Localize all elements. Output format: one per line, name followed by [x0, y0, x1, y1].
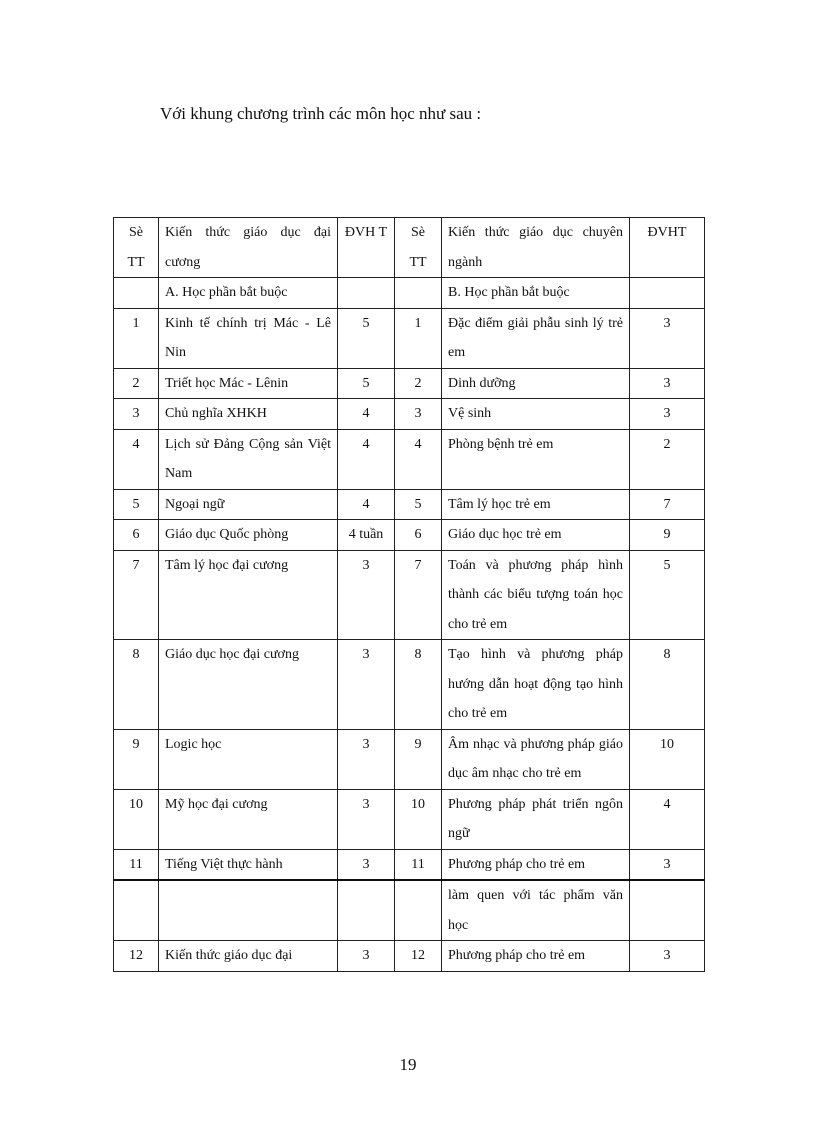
header-stt-specialized: Sè TT — [395, 218, 442, 278]
specialized-credits — [630, 880, 705, 941]
general-credits: 5 — [338, 368, 395, 399]
general-credits: 4 — [338, 429, 395, 489]
empty-cell — [395, 278, 442, 309]
section-row — [114, 278, 705, 309]
row-number-general: 4 — [114, 429, 159, 489]
general-credits: 3 — [338, 849, 395, 880]
row-number-specialized: 8 — [395, 640, 442, 730]
row-number-general: 1 — [114, 308, 159, 368]
general-subject: Logic học — [159, 729, 338, 789]
table-row — [114, 399, 705, 430]
specialized-subject: làm quen với tác phẩm văn học — [442, 880, 630, 941]
specialized-credits: 2 — [630, 429, 705, 489]
specialized-subject: Phương pháp cho trẻ em — [442, 849, 630, 880]
specialized-credits: 3 — [630, 368, 705, 399]
specialized-credits: 7 — [630, 489, 705, 520]
specialized-credits: 3 — [630, 399, 705, 430]
specialized-subject: Phương pháp phát triển ngôn ngữ — [442, 789, 630, 849]
specialized-subject: Đặc điểm giải phẫu sinh lý trẻ em — [442, 308, 630, 368]
row-number-general — [114, 880, 159, 941]
row-number-specialized: 9 — [395, 729, 442, 789]
general-credits: 4 tuần — [338, 520, 395, 551]
table-row — [114, 520, 705, 551]
row-number-general: 9 — [114, 729, 159, 789]
header-specialized-knowledge: Kiến thức giáo dục chuyên ngành — [442, 218, 630, 278]
row-number-specialized: 5 — [395, 489, 442, 520]
specialized-credits: 3 — [630, 849, 705, 880]
specialized-credits: 3 — [630, 308, 705, 368]
table-row — [114, 308, 705, 368]
general-credits: 3 — [338, 729, 395, 789]
table-row — [114, 880, 705, 941]
general-subject: Ngoại ngữ — [159, 489, 338, 520]
specialized-credits: 3 — [630, 941, 705, 972]
page-number: 19 — [399, 1055, 417, 1074]
table-row — [114, 729, 705, 789]
general-credits: 3 — [338, 640, 395, 730]
specialized-subject: Phương pháp cho trẻ em — [442, 941, 630, 972]
row-number-general: 11 — [114, 849, 159, 880]
table-row — [114, 368, 705, 399]
table-row — [114, 789, 705, 849]
header-stt-general: Sè TT — [114, 218, 159, 278]
general-credits: 4 — [338, 399, 395, 430]
general-subject: Giáo dục Quốc phòng — [159, 520, 338, 551]
specialized-subject: Giáo dục học trẻ em — [442, 520, 630, 551]
general-subject: Triết học Mác - Lênin — [159, 368, 338, 399]
row-number-specialized — [395, 880, 442, 941]
specialized-credits: 9 — [630, 520, 705, 551]
specialized-subject: Dinh dưỡng — [442, 368, 630, 399]
empty-cell — [630, 278, 705, 309]
header-general-knowledge: Kiến thức giáo dục đại cương — [159, 218, 338, 278]
row-number-specialized: 6 — [395, 520, 442, 551]
general-credits: 3 — [338, 550, 395, 640]
row-number-specialized: 1 — [395, 308, 442, 368]
general-subject: Mỹ học đại cương — [159, 789, 338, 849]
section-label-specialized: B. Học phần bắt buộc — [442, 278, 630, 309]
row-number-general: 10 — [114, 789, 159, 849]
header-credits-specialized: ĐVHT — [630, 218, 705, 278]
specialized-credits: 5 — [630, 550, 705, 640]
table-header-row — [114, 218, 705, 278]
general-subject — [159, 880, 338, 941]
header-credits-general: ĐVH T — [338, 218, 395, 278]
specialized-credits: 4 — [630, 789, 705, 849]
general-credits: 3 — [338, 941, 395, 972]
table-body — [114, 308, 705, 971]
specialized-subject: Vệ sinh — [442, 399, 630, 430]
general-subject: Giáo dục học đại cương — [159, 640, 338, 730]
row-number-specialized: 11 — [395, 849, 442, 880]
general-subject: Tâm lý học đại cương — [159, 550, 338, 640]
general-subject: Kinh tế chính trị Mác - Lê Nin — [159, 308, 338, 368]
row-number-general: 12 — [114, 941, 159, 972]
table-row — [114, 489, 705, 520]
table-row — [114, 550, 705, 640]
empty-cell — [114, 278, 159, 309]
empty-cell — [338, 278, 395, 309]
specialized-subject: Tạo hình và phương pháp hướng dẫn hoạt động tạo hình cho trẻ em — [442, 640, 630, 730]
table-row — [114, 429, 705, 489]
specialized-subject: Phòng bệnh trẻ em — [442, 429, 630, 489]
general-credits: 3 — [338, 789, 395, 849]
row-number-specialized: 3 — [395, 399, 442, 430]
row-number-general: 2 — [114, 368, 159, 399]
row-number-specialized: 2 — [395, 368, 442, 399]
general-credits — [338, 880, 395, 941]
specialized-subject: Toán và phương pháp hình thành các biểu tượng toán học cho trẻ em — [442, 550, 630, 640]
row-number-specialized: 12 — [395, 941, 442, 972]
general-credits: 5 — [338, 308, 395, 368]
row-number-general: 6 — [114, 520, 159, 551]
document-heading: Với khung chương trình các môn học như sau : — [160, 104, 482, 123]
curriculum-table — [113, 217, 705, 972]
table-row — [114, 849, 705, 880]
row-number-general: 8 — [114, 640, 159, 730]
row-number-general: 5 — [114, 489, 159, 520]
general-subject: Kiến thức giáo dục đại — [159, 941, 338, 972]
specialized-credits: 10 — [630, 729, 705, 789]
row-number-specialized: 10 — [395, 789, 442, 849]
table-row — [114, 941, 705, 972]
general-subject: Tiếng Việt thực hành — [159, 849, 338, 880]
section-label-general: A. Học phần bắt buộc — [159, 278, 338, 309]
specialized-subject: Âm nhạc và phương pháp giáo dục âm nhạc cho trẻ em — [442, 729, 630, 789]
row-number-general: 3 — [114, 399, 159, 430]
general-subject: Lịch sử Đảng Cộng sản Việt Nam — [159, 429, 338, 489]
general-credits: 4 — [338, 489, 395, 520]
table-row — [114, 640, 705, 730]
specialized-subject: Tâm lý học trẻ em — [442, 489, 630, 520]
row-number-specialized: 4 — [395, 429, 442, 489]
specialized-credits: 8 — [630, 640, 705, 730]
row-number-general: 7 — [114, 550, 159, 640]
row-number-specialized: 7 — [395, 550, 442, 640]
general-subject: Chủ nghĩa XHKH — [159, 399, 338, 430]
